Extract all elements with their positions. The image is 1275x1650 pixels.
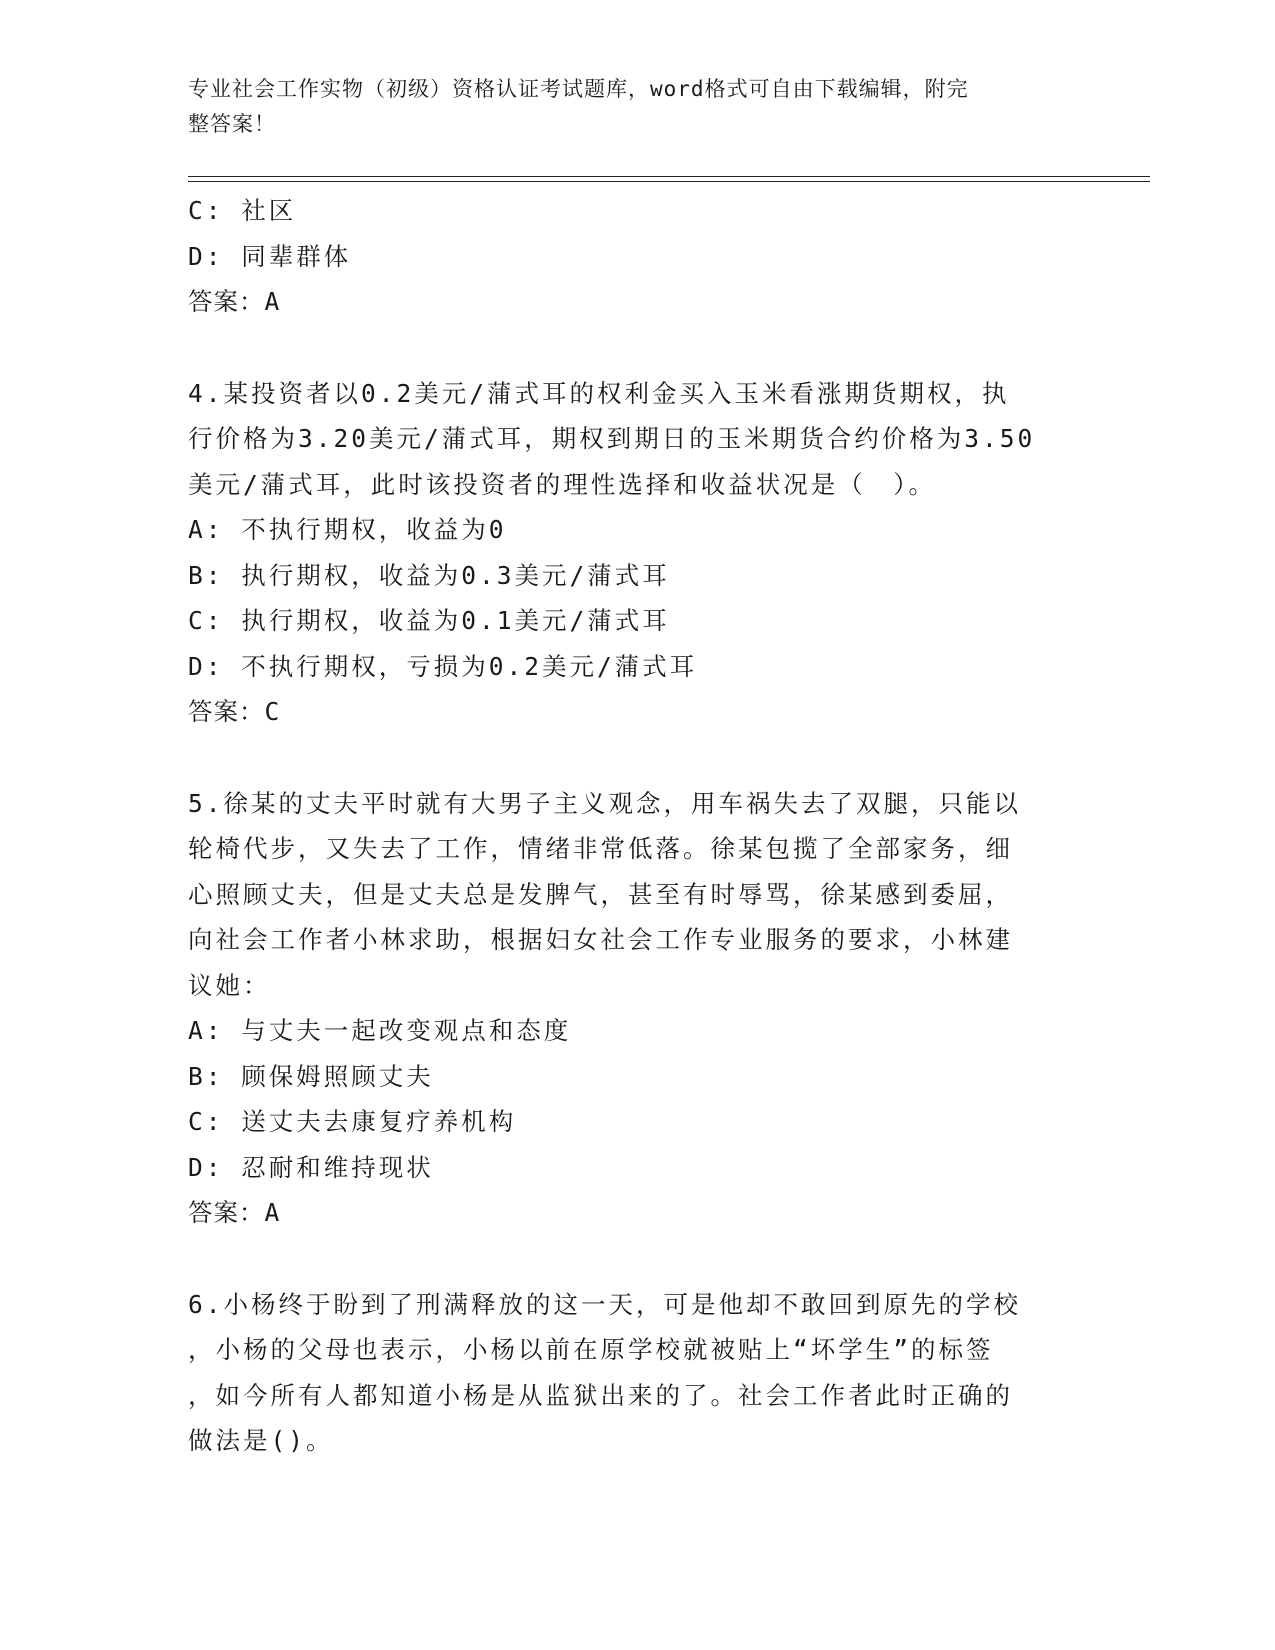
option-d: D: 忍耐和维持现状 (188, 1152, 434, 1182)
option-c: C: 执行期权，收益为0.1美元/蒲式耳 (188, 606, 670, 635)
question-4 (188, 371, 1088, 735)
option-a: A: 不执行期权，收益为0 (188, 515, 507, 544)
spacer (188, 325, 1088, 371)
question-content (188, 188, 1088, 1464)
header-divider-bottom (188, 181, 1150, 182)
option-b: B: 执行期权，收益为0.3美元/蒲式耳 (188, 560, 670, 590)
question-text-line: 心照顾丈夫，但是丈夫总是发脾气，甚至有时辱骂，徐某感到委屈， (188, 879, 1013, 909)
question-text-line: 做法是()。 (188, 1426, 334, 1455)
question-text-line: 行价格为3.20美元/蒲式耳，期权到期日的玉米期货合约价格为3.50 (188, 424, 1036, 453)
question-text-line: 向社会工作者小林求助，根据妇女社会工作专业服务的要求，小林建 (188, 925, 1013, 954)
answer-line: 答案：A (188, 1198, 281, 1227)
question-text-line: 轮椅代步，又失去了工作，情绪非常低落。徐某包揽了全部家务，细 (188, 834, 1013, 863)
spacer (188, 735, 1088, 781)
question-text-line: ，小杨的父母也表示，小杨以前在原学校就被贴上“坏学生”的标签 (188, 1335, 994, 1364)
header-line-1: 专业社会工作实物（初级）资格认证考试题库，word格式可自由下载编辑，附完 (188, 77, 969, 101)
answer-line: 答案：C (188, 697, 281, 726)
header-line-2: 整答案！ (188, 112, 276, 136)
header-divider-top (188, 176, 1150, 177)
option-d: D: 同辈群体 (188, 241, 352, 271)
option-d: D: 不执行期权，亏损为0.2美元/蒲式耳 (188, 651, 698, 681)
question-text-line: 议她： (188, 970, 271, 1000)
continued-question (188, 188, 1088, 325)
document-header (188, 72, 1068, 142)
question-text-line: ，如今所有人都知道小杨是从监狱出来的了。社会工作者此时正确的 (188, 1380, 1013, 1410)
answer-line: 答案：A (188, 287, 281, 316)
spacer (188, 1236, 1088, 1282)
question-text-line: 4.某投资者以0.2美元/蒲式耳的权利金买入玉米看涨期货期权，执 (188, 378, 1010, 408)
question-text-line: 5.徐某的丈夫平时就有大男子主义观念，用车祸失去了双腿，只能以 (188, 788, 1021, 818)
question-6 (188, 1282, 1088, 1464)
question-text-line: 6.小杨终于盼到了刑满释放的这一天，可是他却不敢回到原先的学校 (188, 1289, 1021, 1319)
question-text-line: 美元/蒲式耳，此时该投资者的理性选择和收益状况是（ ）。 (188, 469, 936, 499)
option-a: A: 与丈夫一起改变观点和态度 (188, 1016, 572, 1045)
option-b: B: 顾保姆照顾丈夫 (188, 1061, 434, 1091)
option-c: C: 送丈夫去康复疗养机构 (188, 1107, 517, 1136)
question-5 (188, 781, 1088, 1236)
option-c: C: 社区 (188, 196, 297, 225)
